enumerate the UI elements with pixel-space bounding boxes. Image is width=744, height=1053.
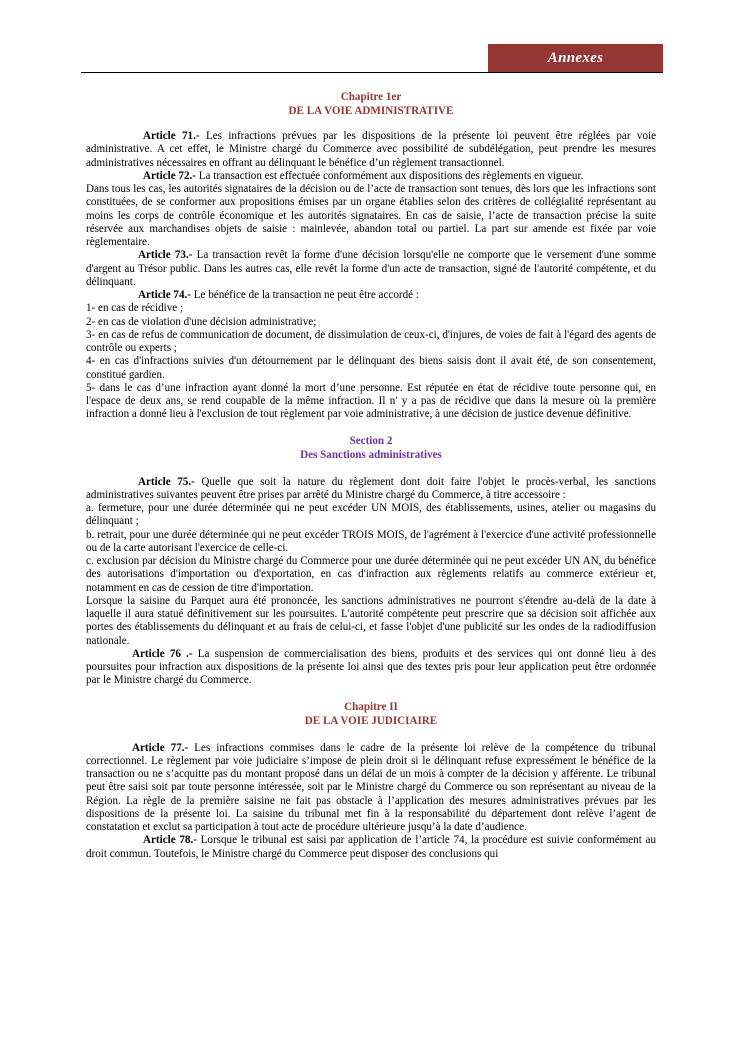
chapter-1-number: Chapitre 1er xyxy=(340,91,402,103)
article-76-text: La suspension de commercialisation des biens, produits et des services qui ont donné lieu à des poursuites pour infraction aux dispositions de la présente loi ainsi que des textes pris pour leur application peut être ordonnée par le Ministre chargé du Commerce. xyxy=(86,647,656,687)
article-75-label: Article 75.- xyxy=(138,475,195,488)
article-75-text: Quelle que soit la nature du règlement dont doit faire l'objet le procès-verbal, les sanctions administratives suivantes peuvent être prises par arrêté du Ministre chargé du Commerce, à titre accessoire : xyxy=(86,475,656,501)
article-74-item-1: 1- en cas de récidive ; xyxy=(86,302,184,315)
article-71 xyxy=(86,130,656,170)
chapter-1-title: DE LA VOIE ADMINISTRATIVE xyxy=(288,105,454,117)
article-75-item-b: b. retrait, pour une durée déterminée qui ne peut excéder TROIS MOIS, de l'agrément à l'exercice d'une activité professionnelle ou de la carte autorisant l'exercice de celle-ci. xyxy=(86,528,656,554)
article-78-text: Lorsque le tribunal est saisi par application de l’article 74, la procédure est suivie conformément au droit commun. Toutefois, le Ministre chargé du Commerce peut disposer des conclusions qui xyxy=(86,834,657,860)
section-2-title: Des Sanctions administratives xyxy=(300,448,442,461)
article-74-item-5: 5- dans le cas d’une infraction ayant donné la mort d’une personne. Est réputée en état de récidive toute personne qui, en l'espace de deux ans, se rend coupable de la même infraction. Il n' y a pas de récidive que dans la mesure où la première infraction a donné lieu à l'exclusion de tout règlement par voie administrative, à une décision de justice devenue définitive. xyxy=(86,381,656,421)
header-rule xyxy=(81,72,663,73)
chapter-2-title: DE LA VOIE JUDICIAIRE xyxy=(304,714,438,727)
annex-header-label: Annexes xyxy=(488,44,663,73)
chapter-2-number: Chapitre II xyxy=(344,700,398,713)
article-74-item-3: 3- en cas de refus de communication de document, de dissimulation de ceux-ci, d'injures, de voies de fait à l'égard des agents de contrôle ou experts ; xyxy=(86,328,656,354)
article-76 xyxy=(86,648,656,688)
article-75-item-a: a. fermeture, pour une durée déterminée qui ne peut excéder UN MOIS, des établissements, usines, atelier ou magasins du délinquant ; xyxy=(86,502,656,528)
article-76-label: Article 76 .- xyxy=(132,647,193,660)
article-75 xyxy=(86,476,656,503)
article-74 xyxy=(86,289,656,302)
article-74-item-4: 4- en cas d'infractions suivies d'un détournement par le délinquant des biens saisis dont il avait été, de son consentement, constitué gardien. xyxy=(86,355,656,381)
article-74-text: Le bénéfice de la transaction ne peut être accordé : xyxy=(190,289,419,301)
article-73-text: La transaction revêt la forme d'une décision lorsqu'elle ne comporte que le versement d'une somme d'argent au Trésor public. Dans les autres cas, elle revêt la forme d'un acte de transaction, signé de l'autorité compétente, et du délinquant. xyxy=(86,249,656,288)
article-72 xyxy=(86,170,656,183)
article-77-text: Les infractions commises dans le cadre de la présente loi relève de la compétence du tribunal correctionnel. Le règlement par voie judiciaire s’impose de plein droit si le délinquant refuse expressément le bénéfice de la transaction ou ne s’acquitte pas du montant proposé dans un délai de un mois à compter de la décision y afférente. Le tribunal peut être saisi soit par toute personne intéressée, soit par le Ministre chargé du Commerce ou son représentant au niveau de la Région. La règle de la première saisine ne fait pas obstacle à l’application des mesures administratives prévues par les dispositions de la présente loi. La saisine du tribunal met fin à la responsabilité du département dont relève l’agent de constatation et exclut sa participation à tout acte de procédure ultérieure jusqu’à la date d’audience. xyxy=(86,741,656,833)
article-71-label: Article 71.- xyxy=(143,130,200,142)
article-72-paragraph-2: Dans tous les cas, les autorités signataires de la décision ou de l’acte de transaction sont tenues, dès lors que les infractions sont constituées, de se conformer aux propositions émises par un organe établies selon des critères de collégialité représentant au moins les corps de contrôle économique et les autorités signataires. En cas de saisie, l’acte de transaction précise la suite réservée aux marchandises objets de saisie : mainlevée, abandon total ou partiel. La part sur amende est fixée par voie règlementaire. xyxy=(86,183,656,248)
article-71-text: Les infractions prévues par les dispositions de la présente loi peuvent être réglées par voie administrative. A cet effet, le Ministre chargé du Commerce avec possibilité de subdélégation, peut prendre les mesures administratives nécessaires en offrant au délinquant le bénéfice d’un règlement transactionnel. xyxy=(86,130,656,169)
article-77-label: Article 77.- xyxy=(132,741,189,754)
article-78-label: Article 78.- xyxy=(143,834,197,847)
article-75-item-c: c. exclusion par décision du Ministre chargé du Commerce pour une durée déterminée qui ne peut excéder UN AN, du bénéfice des autorisations d'importation ou d'exportation, en cas d'infraction aux règlements relatifs au commerce extérieur et, notamment en cas de cession de titre d'importation. xyxy=(86,555,656,594)
article-72-label: Article 72.- xyxy=(143,169,196,182)
document-body xyxy=(86,90,656,861)
article-75-paragraph-2: Lorsque la saisine du Parquet aura été prononcée, les sanctions administratives ne pourront s'étendre au-delà de la date à laquelle il aura statué définitivement sur les poursuites. L'autorité compétente peut prescrire que sa décision soit affichée aux portes des établissements du délinquant et au frais de celui-ci, et fasse l'objet d'une publicité sur les ondes de la radiodiffusion nationale. xyxy=(86,594,656,647)
article-73-label: Article 73.- xyxy=(138,249,193,262)
article-74-label: Article 74.- xyxy=(138,289,191,301)
article-78 xyxy=(86,834,656,861)
article-74-item-2: 2- en cas de violation d'une décision administrative; xyxy=(86,315,317,328)
article-73 xyxy=(86,249,656,289)
article-77 xyxy=(86,742,656,835)
section-2-number: Section 2 xyxy=(349,434,393,447)
article-72-text: La transaction est effectuée conformément aux dispositions des règlements en vigueur. xyxy=(195,169,584,182)
